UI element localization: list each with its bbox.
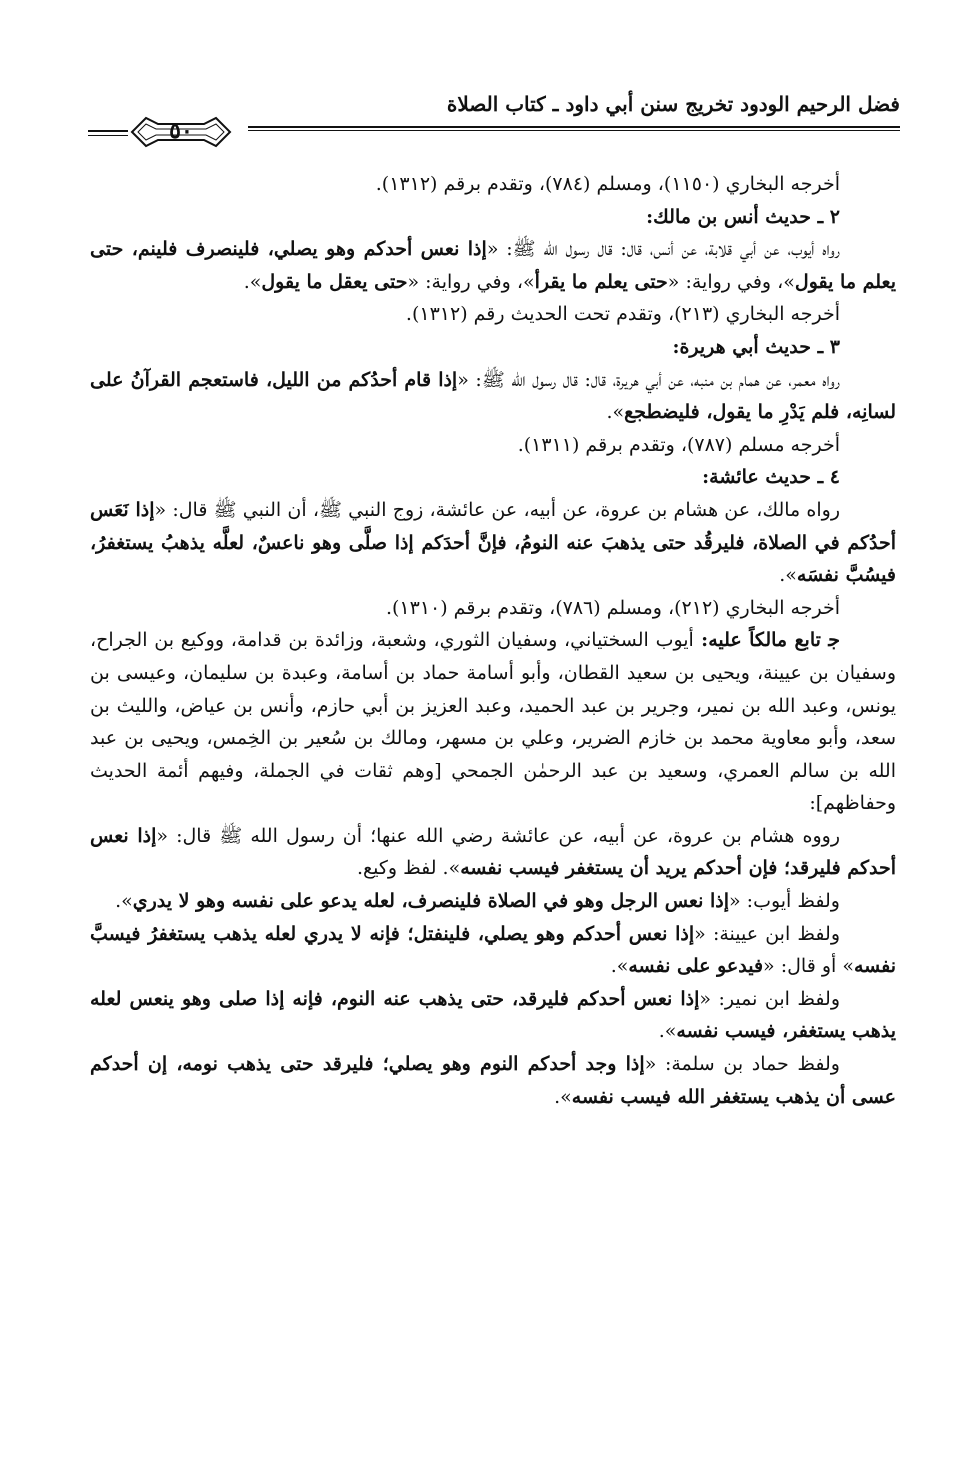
hadith-text: إذا نعس أحدكم وهو يصلي، فلينفتل؛ فإنه لا يدري لعله يذهب يستغفرُ فيسبَّ نفسه — [90, 922, 896, 978]
hadith-text: إذا نعس أحدكم وهو يصلي، فلينصرف فلينم، حتى يعلم ما يقول — [90, 238, 896, 293]
narration-text: ». — [115, 890, 133, 913]
narration-text: ولفظ ابن عيينة: « — [694, 922, 840, 945]
citation-paragraph: أخرجه البخاري (١١٥٠)، ومسلم (٧٨٤)، وتقدم برقم (١٣١٢). — [375, 173, 840, 195]
page-number-badge — [128, 114, 234, 150]
hadith-paragraph-aisha — [90, 494, 896, 592]
narration-text: ». — [606, 401, 625, 424]
section-heading-aisha: ٤ ـ حديث عائشة: — [702, 466, 840, 489]
version-paragraph-ibn-uyayna — [90, 918, 896, 983]
narration-text: ولفظ أيوب: « — [729, 890, 840, 913]
header-rule — [248, 126, 900, 128]
badge-rule-thin — [88, 135, 128, 136]
section-heading-abu-hurayra: ٣ ـ حديث أبي هريرة: — [672, 335, 840, 358]
header-rule-thin — [248, 130, 900, 131]
citation-paragraph: أخرجه مسلم (٧٨٧)، وتقدم برقم (١٣١١). — [517, 433, 840, 456]
hadith-text: حتى يعقل ما يقول — [261, 270, 408, 293]
hadith-text: إذا نعس أحدكم فليرقد؛ فإن أحدكم يريد أن يستغفر فيسب نفسه — [90, 824, 896, 880]
version-paragraph-hammad — [90, 1048, 896, 1113]
section-heading-anas: ٢ ـ حديث أنس بن مالك: — [646, 205, 840, 228]
narration-text: »، وفي رواية: « — [407, 270, 535, 293]
corroboration-paragraph — [90, 624, 896, 820]
narration-text: رواه مالك، عن هشام بن عروة، عن أبيه، عن عائشة، زوج النبي ﷺ، أن النبي ﷺ قال: « — [154, 498, 841, 521]
hadith-text: إذا نعس الرجل وهو في الصلاة فلينصرف، لعله يدعو على نفسه وهو لا يدري — [132, 890, 729, 913]
page-body — [90, 168, 896, 1113]
page-number: ٥٠ — [169, 118, 193, 144]
narration-text: »، وفي رواية: « — [667, 270, 795, 293]
narration-text: » أو قال: « — [763, 955, 854, 978]
hadith-text: إذا وجد أحدكم النوم وهو يصلي؛ فليرقد حتى يذهب نومه، إن أحدكم عسى أن يذهب يستغفر الله فيسب نفسه — [90, 1053, 896, 1108]
version-paragraph-ayyub — [90, 885, 896, 918]
citation-paragraph: أخرجه البخاري (٢١٣)، وتقدم تحت الحديث رقم (١٣١٢). — [405, 303, 840, 326]
citation-paragraph: أخرجه البخاري (٢١٢)، ومسلم (٧٨٦)، وتقدم برقم (١٣١٠). — [385, 596, 840, 619]
hadith-paragraph-anas — [90, 233, 896, 298]
hadith-text: إذا نعس أحدكم فليرقد، حتى يذهب عنه النوم، فإنه إذا صلى وهو ينعس لعله يذهب يستغفر، فيسب نفسه — [90, 987, 896, 1043]
hadith-text: إذا نَعَس أحدُكم في الصلاة، فليرقُد حتى يذهبَ عنه النومُ، فإنَّ أحدَكم إذا صلَّى وهو ناعسٌ، لعلَّه يذهبُ يستغفرُ، فيسُبَّ نفسَه — [90, 498, 896, 587]
badge-rule — [88, 130, 128, 132]
version-paragraph-ibn-numayr — [90, 983, 896, 1048]
narration-text: رووه هشام بن عروة، عن أبيه، عن عائشة رضي الله عنها؛ أن رسول الله ﷺ قال: « — [156, 824, 841, 847]
narration-text: ». لفظ وكيع. — [356, 857, 461, 880]
narration-text: ». — [779, 564, 797, 587]
hadith-paragraph-abu-hurayra — [90, 364, 896, 429]
narration-text: ». — [554, 1085, 572, 1108]
narration-text: رواه معمر، عن همام بن منبه، عن أبي هريرة، قال: قال رسول الله ﷺ: « — [457, 368, 841, 391]
narration-text: ». — [243, 270, 262, 293]
hadith-text: فيدعو على نفسه — [628, 955, 764, 978]
narration-text: ». — [658, 1020, 677, 1043]
narration-text: ولفظ حماد بن سلمة: « — [644, 1053, 840, 1076]
narration-text: ولفظ ابن نمير: « — [699, 987, 840, 1010]
hadith-text: حتى يعلم ما يقرأ — [534, 270, 668, 293]
narration-text: رواه أيوب، عن أبي قلابة، عن أنس، قال: قال رسول الله ﷺ: « — [486, 238, 841, 261]
corroboration-label: ﺟ تابع مالكاً عليه: — [693, 629, 840, 652]
narration-text: ». — [610, 955, 629, 978]
page-header — [88, 86, 900, 156]
version-paragraph-waki — [90, 820, 896, 885]
running-title: فضل الرحيم الودود تخريج سنن أبي داود ـ كتاب الصلاة — [446, 92, 900, 116]
hadith-text: إذا قام أحدُكم من الليل، فاستعجم القرآنُ على لسانِه، فلم يَدْرِ ما يقول، فليضطجع — [90, 368, 896, 424]
narrator-list: أيوب السختياني، وسفيان الثوري، وشعبة، وزائدة بن قدامة، ووكيع بن الجراح، وسفيان بن عيينة، ويحيى بن سعيد القطان، وأبو أسامة حماد بن أسامة، وعبدة بن سليمان، وعيسى بن يونس، وعبد الله بن نمير، وجرير بن عبد الحميد، وعبد العزيز بن أبي حازم، وأنس بن عياض، والليث بن سعد، وأبو معاوية محمد بن خازم الضرير، وعلي بن مسهر، ومالك بن سُعير بن الخِمس، ويحيى بن عبد الله بن سالم العمري، وسعيد بن عبد الرحمٰن الجمحي [وهم ثقات في الجملة، وفيهم أئمة الحديث وحفاظهم]: — [90, 629, 896, 815]
